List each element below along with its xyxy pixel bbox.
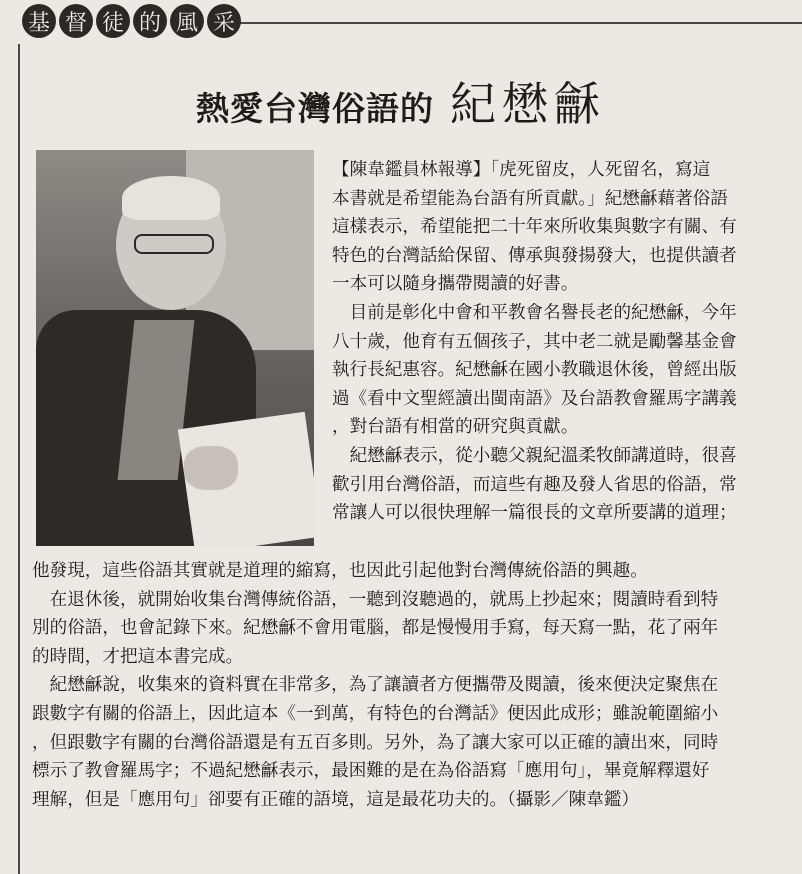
article-line: 本書就是希望能為台語有所貢獻。」紀懋龢藉著俗語 (332, 188, 728, 209)
column-label-char: 基 (22, 4, 56, 38)
article-line: 標示了教會羅馬字；不過紀懋龢表示，最困難的是在為俗語寫「應用句」，畢竟解釋還好 (32, 761, 710, 782)
article-line: 常讓人可以很快理解一篇很長的文章所要講的道理； (332, 503, 737, 524)
article-line: 這樣表示，希望能把二十年來所收集與數字有關、有 (332, 217, 737, 238)
article-line: 他發現，這些俗語其實就是道理的縮寫，也因此引起他對台灣傳統俗語的興趣。 (32, 561, 648, 581)
article-line: 目前是彰化中會和平教會名譽長老的紀懋龢，今年 (332, 302, 737, 323)
top-rule (230, 22, 802, 24)
article-line: ，但跟數字有關的台灣俗語還是有五百多則。另外，為了讓大家可以正確的讀出來，同時 (32, 732, 719, 753)
column-label-char: 督 (59, 4, 93, 38)
article-line: 一本可以隨身攜帶閱讀的好書。 (332, 274, 579, 295)
article-line: 紀懋龢說，收集來的資料實在非常多，為了讓讀者方便攜帶及閱讀，後來便決定聚焦在 (32, 675, 719, 696)
column-label-char: 的 (133, 4, 167, 38)
portrait-photo (36, 150, 314, 546)
article-line: ，對台語有相當的研究與貢獻。 (332, 417, 579, 438)
article-line: 紀懋龢表示，從小聽父親紀溫柔牧師講道時，很喜 (332, 445, 737, 466)
article-line: 在退休後，就開始收集台灣傳統俗語，一聽到沒聽過的，就馬上抄起來；閱讀時看到特 (32, 589, 719, 610)
article-line: 跟數字有關的俗語上，因此這本《一到萬，有特色的台灣話》便因此成形；雖說範圍縮小 (32, 703, 719, 724)
article-line: 理解，但是「應用句」卻要有正確的語境，這是最花功夫的。（攝影／陳韋鑑） (32, 789, 639, 810)
article-text-beside-photo (332, 156, 737, 528)
headline-name: 紀懋龢 (450, 77, 606, 131)
article-line: 執行長紀惠容。紀懋龢在國小教職退休後，曾經出版 (332, 360, 737, 381)
article-line: 的時間，才把這本書完成。 (32, 646, 244, 667)
column-label-char: 采 (207, 4, 241, 38)
article-line: 八十歲，他育有五個孩子，其中老二就是勵馨基金會 (332, 331, 737, 352)
article-text-full-width (32, 557, 718, 814)
headline-subtitle: 熱愛台灣俗語的 (196, 89, 434, 128)
side-rule (18, 44, 20, 874)
article-line: 特色的台灣話給保留、傳承與發揚發大，也提供讀者 (332, 245, 737, 266)
column-label (22, 4, 241, 38)
column-label-char: 徒 (96, 4, 130, 38)
headline (0, 68, 802, 134)
article-line: 別的俗語，也會記錄下來。紀懋龢不會用電腦，都是慢慢用手寫，每天寫一點，花了兩年 (32, 618, 719, 639)
column-label-char: 風 (170, 4, 204, 38)
article-line: 歡引用台灣俗語，而這些有趣及發人省思的俗語，常 (332, 474, 737, 495)
article-line: 【陳韋鑑員林報導】「虎死留皮，人死留名，寫這 (332, 160, 711, 180)
article-line: 過《看中文聖經讀出閩南語》及台語教會羅馬字講義 (332, 388, 737, 409)
